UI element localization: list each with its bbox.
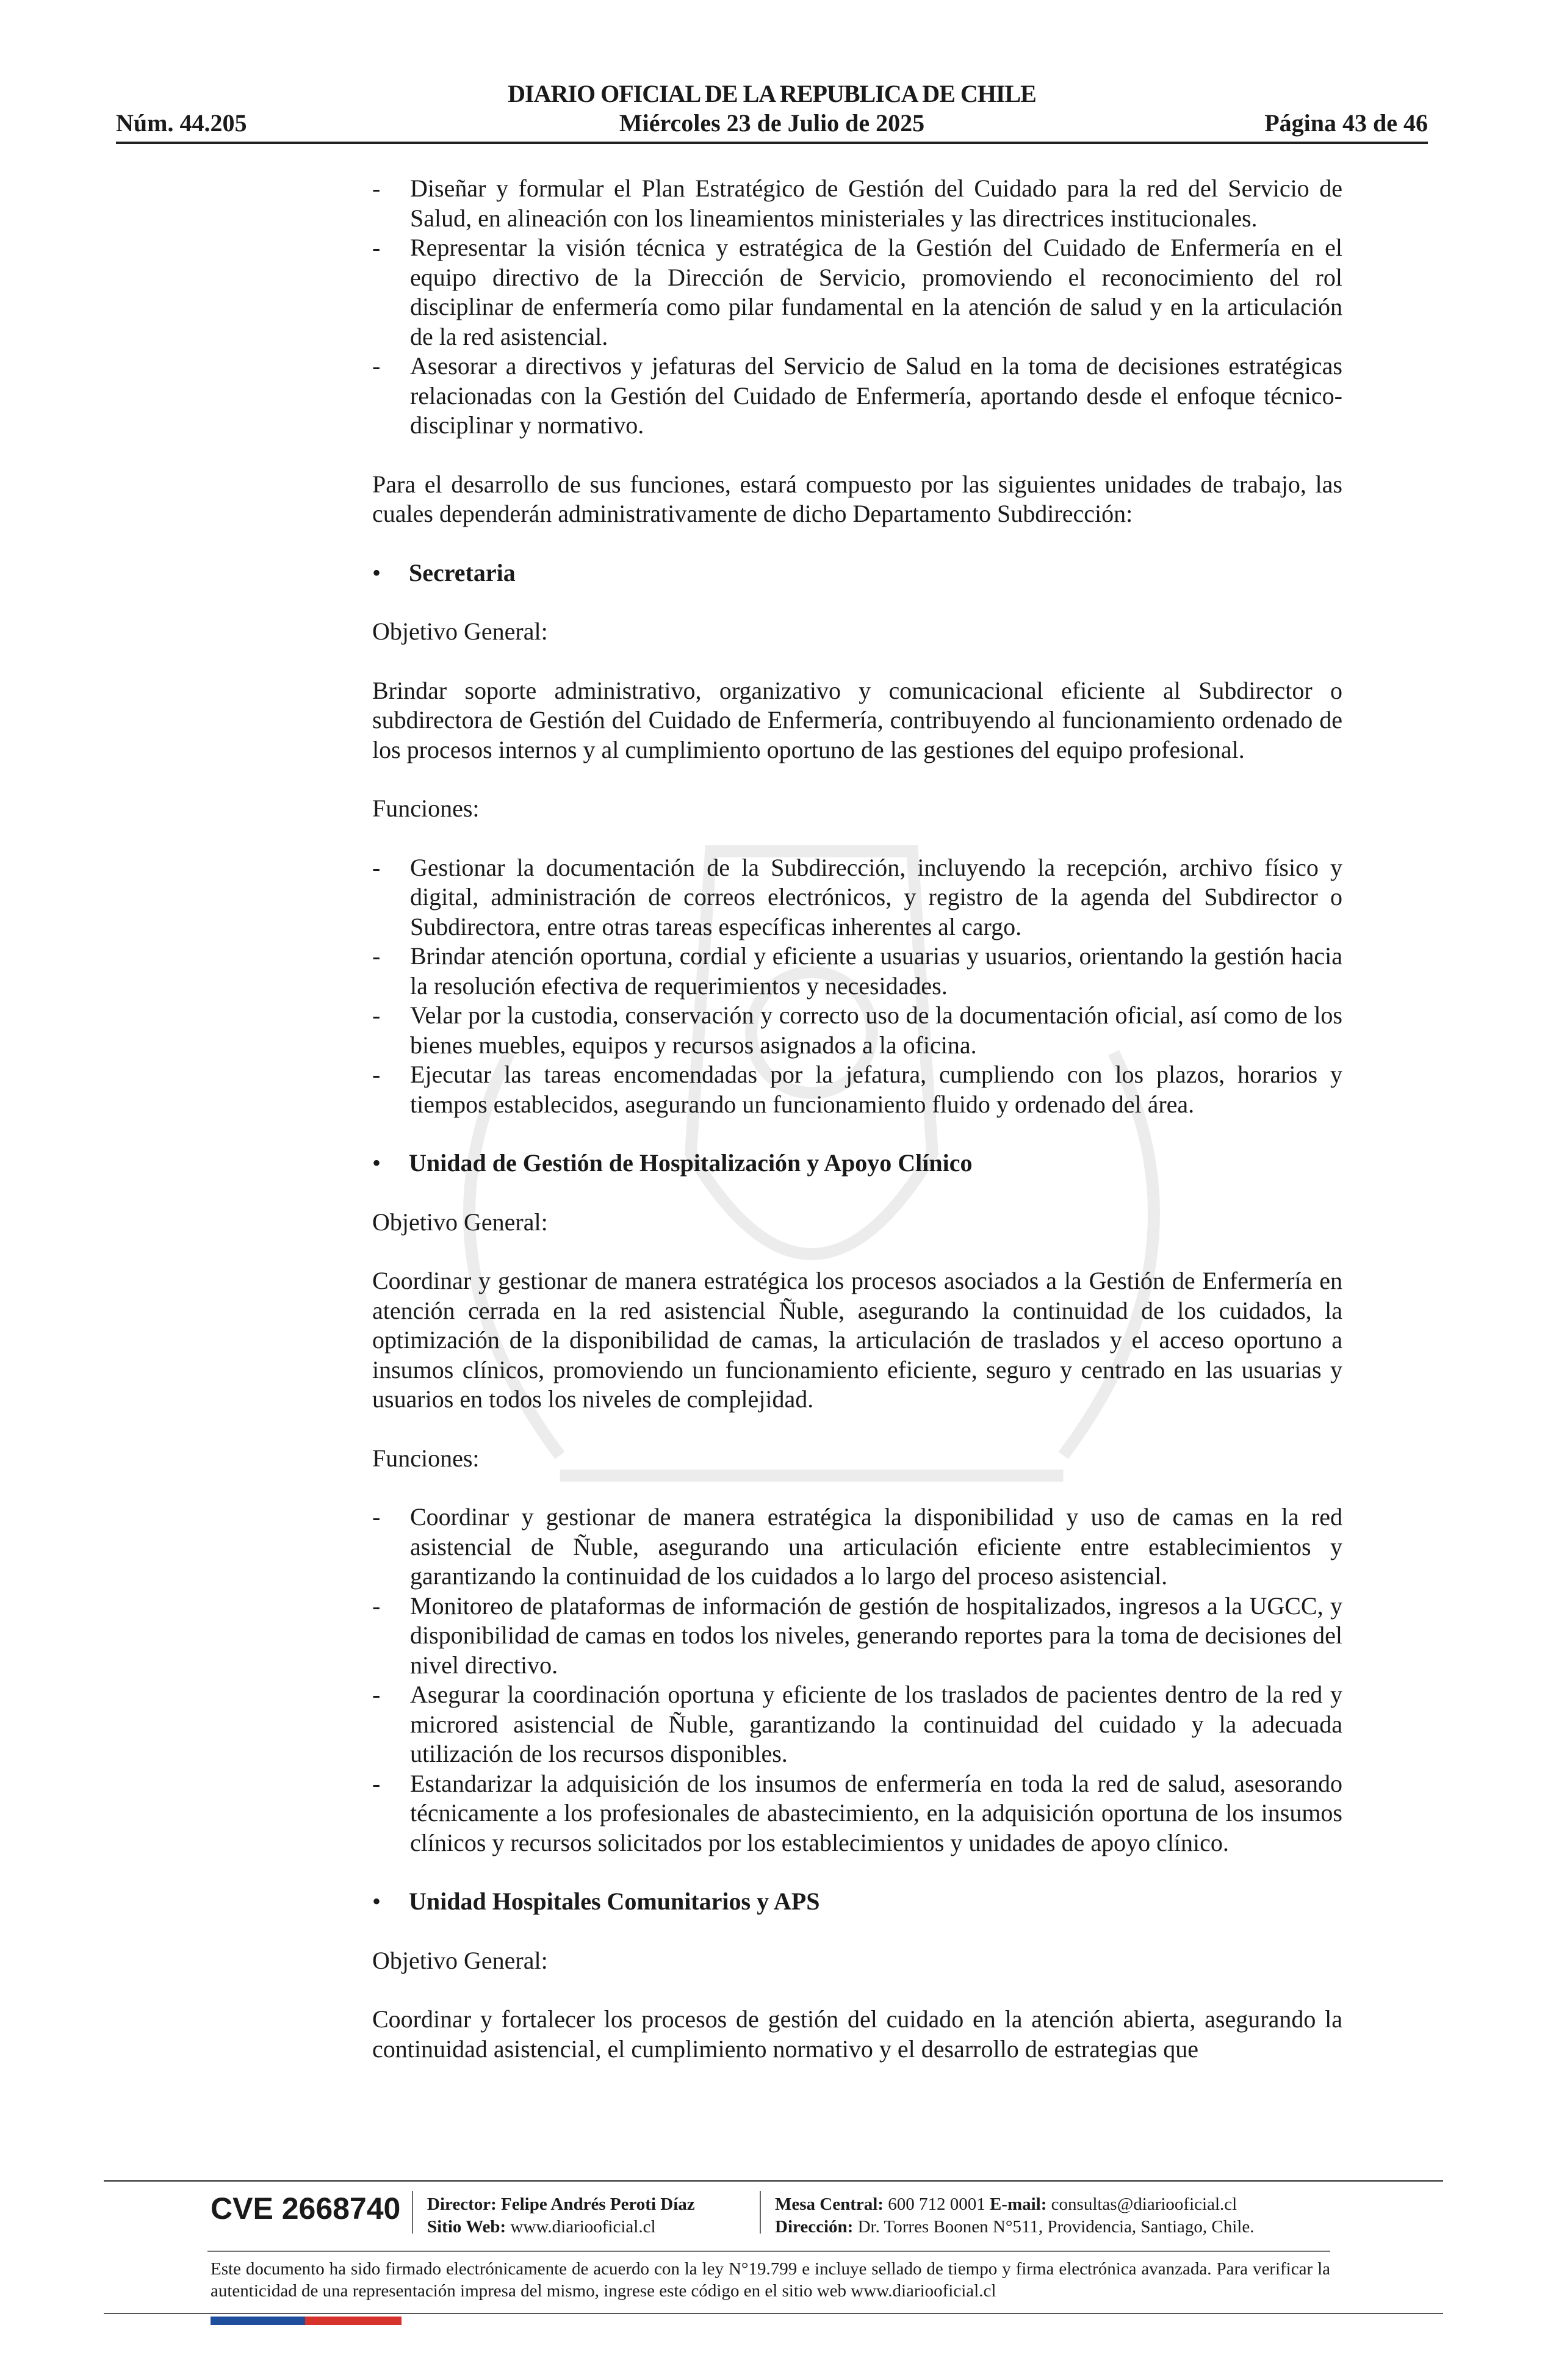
flag-stripe-blue <box>211 2317 305 2325</box>
footer-director-block <box>427 2193 695 2238</box>
list-item: - Asegurar la coordinación oportuna y eficiente de los traslados de pacientes dentro de la red y microred asistencial de Ñuble, garantizando la continuidad del cuidado y la adecuada utilización de los recursos disponibles. <box>372 1681 1342 1767</box>
issue-number: Núm. 44.205 <box>116 109 247 137</box>
address-line: Dirección: Dr. Torres Boonen N°511, Providencia, Santiago, Chile. <box>775 2217 1255 2237</box>
objective-label: Objetivo General: <box>372 1946 548 1974</box>
objective-label: Objetivo General: <box>372 1208 548 1236</box>
legal-notice: Este documento ha sido firmado electrónicamente de acuerdo con la ley N°19.799 e incluye sellado de tiempo y firma electrónica avanzada. Para verificar la autenticidad de una representación impresa del mismo, ingrese este código en el sitio web www.diariooficial.cl <box>211 2259 1330 2301</box>
functions-label: Funciones: <box>372 1444 480 1472</box>
list-item: - Representar la visión técnica y estratégica de la Gestión del Cuidado de Enfermería en el equipo directivo de la Dirección de Servicio, promoviendo el reconocimiento del rol disciplinar de enfermería como pilar fundamental en la atención de salud y en la articulación de la red asistencial. <box>372 234 1342 350</box>
list-item: - Coordinar y gestionar de manera estratégica la disponibilidad y uso de camas en la red asistencial de Ñuble, asegurando una articulación eficiente entre establecimientos y garantizando la continuidad de los cuidados a lo largo del proceso asistencial. <box>372 1503 1342 1590</box>
section-title: • Unidad Hospitales Comunitarios y APS <box>372 1888 820 1915</box>
section-title: • Unidad de Gestión de Hospitalización y Apoyo Clínico <box>372 1149 973 1177</box>
footer-divider-mid <box>207 2251 1330 2252</box>
list-item: - Velar por la custodia, conservación y correcto uso de la documentación oficial, así como de los bienes muebles, equipos y recursos asignados a la oficina. <box>372 1001 1342 1059</box>
header-divider <box>116 142 1428 144</box>
list-item: - Estandarizar la adquisición de los insumos de enfermería en toda la red de salud, asesorando técnicamente a los profesionales de abastecimiento, en la adquisición oportuna de los insumos clínicos y recursos solicitados por los establecimientos y unidades de apoyo clínico. <box>372 1769 1342 1856</box>
list-item: - Ejecutar las tareas encomendadas por la jefatura, cumpliendo con los plazos, horarios y tiempos establecidos, asegurando un funcionamiento fluido y ordenado del área. <box>372 1061 1342 1118</box>
list-item: - Brindar atención oportuna, cordial y eficiente a usuarias y usuarios, orientando la gestión hacia la resolución efectiva de requerimientos y necesidades. <box>372 942 1342 1000</box>
footer-separator <box>760 2191 761 2234</box>
functions-list <box>372 853 1342 1120</box>
composition-paragraph: Para el desarrollo de sus funciones, estará compuesto por las siguientes unidades de trabajo, las cuales dependerán administrativamente de dicho Departamento Subdirección: <box>372 470 1342 527</box>
list-item: - Asesorar a directivos y jefaturas del Servicio de Salud en la toma de decisiones estratégicas relacionadas con la Gestión del Cuidado de Enfermería, aportando desde el enfoque técnico-disciplinar y normativo. <box>372 352 1342 439</box>
cve-code: CVE 2668740 <box>211 2191 401 2226</box>
intro-function-list <box>372 174 1342 441</box>
section-title: • Secretaria <box>372 558 516 586</box>
website-link[interactable]: www.diariooficial.cl <box>510 2217 656 2237</box>
footer-divider-bottom <box>104 2313 1443 2314</box>
publication-title: DIARIO OFICIAL DE LA REPUBLICA DE CHILE <box>508 80 1036 107</box>
functions-label: Funciones: <box>372 795 480 822</box>
footer-divider-top <box>104 2180 1443 2182</box>
functions-list <box>372 1502 1342 1858</box>
footer-separator <box>412 2191 413 2234</box>
list-item: - Gestionar la documentación de la Subdirección, incluyendo la recepción, archivo físico y digital, administración de correos electrónicos, y registro de la agenda del Subdirector o Subdirectora, entre otras tareas específicas inherentes al cargo. <box>372 853 1342 940</box>
objective-text: Coordinar y gestionar de manera estratégica los procesos asociados a la Gestión de Enfermería en atención cerrada en la red asistencial Ñuble, asegurando la continuidad de los cuidados, la optimización de la disponibilidad de camas, la articulación de traslados y el acceso oportuno a insumos clínicos, promoviendo un funcionamiento eficiente, seguro y centrado en las usuarias y usuarios en todos los niveles de complejidad. <box>372 1267 1342 1413</box>
objective-label: Objetivo General: <box>372 618 548 645</box>
footer-contact-block <box>775 2193 1254 2238</box>
director-line: Director: Felipe Andrés Peroti Díaz <box>427 2194 695 2214</box>
document-body <box>372 174 1342 2064</box>
page-number: Página 43 de 46 <box>1264 109 1428 137</box>
list-item: - Monitoreo de plataformas de información de gestión de hospitalizados, ingresos a la UGCC, y disponibilidad de camas en todos los niveles, generando reportes para la toma de decisiones del nivel directivo. <box>372 1592 1342 1679</box>
flag-stripe-red <box>305 2317 402 2325</box>
objective-text: Brindar soporte administrativo, organizativo y comunicacional eficiente al Subdirector o subdirectora de Gestión del Cuidado de Enfermería, contribuyendo al funcionamiento ordenado de los procesos internos y al cumplimiento oportuno de las gestiones del equipo profesional. <box>372 676 1342 763</box>
page-header <box>116 79 1428 146</box>
website-line: Sitio Web: www.diariooficial.cl <box>427 2217 656 2237</box>
header-center <box>116 79 1428 138</box>
objective-text: Coordinar y fortalecer los procesos de gestión del cuidado en la atención abierta, asegurando la continuidad asistencial, el cumplimiento normativo y el desarrollo de estrategias que <box>372 2005 1342 2063</box>
list-item: - Diseñar y formular el Plan Estratégico de Gestión del Cuidado para la red del Servicio de Salud, en alineación con los lineamientos ministeriales y las directrices institucionales. <box>372 175 1342 232</box>
contact-line: Mesa Central: 600 712 0001 E-mail: consultas@diariooficial.cl <box>775 2194 1237 2214</box>
publication-date: Miércoles 23 de Julio de 2025 <box>619 109 925 137</box>
email-link[interactable]: consultas@diariooficial.cl <box>1051 2194 1237 2214</box>
